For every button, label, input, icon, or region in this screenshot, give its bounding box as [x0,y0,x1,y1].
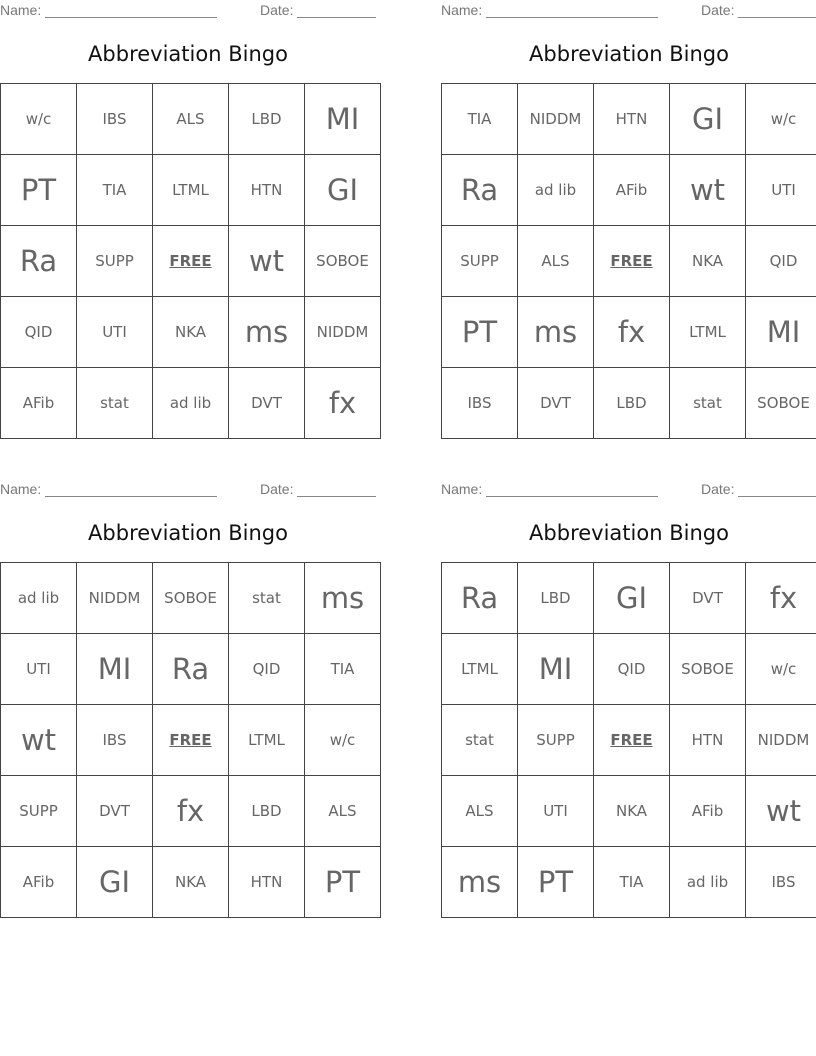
grid-row [442,563,816,634]
bingo-cell: PT [305,847,381,918]
bingo-cell: stat [77,368,153,439]
bingo-cell: IBS [77,705,153,776]
bingo-cell: UTI [518,776,594,847]
date-label: Date: [701,2,735,18]
bingo-cell: stat [229,563,305,634]
bingo-cell: wt [1,705,77,776]
bingo-cell: ad lib [670,847,746,918]
bingo-grid [0,562,381,918]
name-label: Name: [0,2,42,18]
bingo-cell: IBS [442,368,518,439]
bingo-cell: MI [518,634,594,705]
bingo-cell: NIDDM [746,705,816,776]
bingo-grid [441,562,816,918]
bingo-cell: NIDDM [518,84,594,155]
bingo-cell: LTML [442,634,518,705]
bingo-cell: TIA [77,155,153,226]
grid-row [442,84,816,155]
bingo-cell: ALS [305,776,381,847]
date-blank-line [738,17,816,18]
bingo-cell: UTI [77,297,153,368]
bingo-grid [0,83,381,439]
bingo-cell: UTI [746,155,816,226]
bingo-cell: TIA [305,634,381,705]
grid-row [1,368,381,439]
grid-row [1,297,381,368]
bingo-cell: ALS [442,776,518,847]
bingo-cell: SUPP [442,226,518,297]
date-label: Date: [260,2,294,18]
bingo-cell: GI [670,84,746,155]
bingo-cell: Ra [1,226,77,297]
bingo-cell: wt [229,226,305,297]
card-title: Abbreviation Bingo [88,521,288,545]
bingo-cell: GI [305,155,381,226]
free-space-cell: FREE [594,705,670,776]
name-date-row [441,1,816,21]
bingo-cell: LTML [670,297,746,368]
grid-row [1,634,381,705]
bingo-cell: LBD [229,776,305,847]
date-label: Date: [260,481,294,497]
grid-row [442,297,816,368]
grid-row [1,84,381,155]
card-title: Abbreviation Bingo [529,521,729,545]
bingo-cell: IBS [77,84,153,155]
bingo-card-2 [441,0,816,430]
grid-row [1,155,381,226]
bingo-cell: TIA [442,84,518,155]
bingo-cell: stat [670,368,746,439]
bingo-cell: wt [670,155,746,226]
free-space-cell: FREE [594,226,670,297]
bingo-cell: AFib [1,847,77,918]
bingo-cell: w/c [746,84,816,155]
bingo-cell: LBD [594,368,670,439]
bingo-cell: SOBOE [153,563,229,634]
bingo-cell: QID [746,226,816,297]
free-space-cell: FREE [153,705,229,776]
bingo-cell: MI [746,297,816,368]
bingo-cell: DVT [77,776,153,847]
date-label: Date: [701,481,735,497]
bingo-cell: SUPP [77,226,153,297]
name-blank-line [45,496,217,497]
grid-row [442,776,816,847]
grid-row [442,634,816,705]
bingo-cell: PT [518,847,594,918]
bingo-cell: IBS [746,847,816,918]
grid-row [442,847,816,918]
bingo-card-4 [441,479,816,909]
bingo-cell: HTN [229,847,305,918]
bingo-cell: w/c [305,705,381,776]
bingo-cell: ms [442,847,518,918]
bingo-cell: NKA [153,847,229,918]
bingo-cell: fx [746,563,816,634]
name-label: Name: [0,481,42,497]
free-space-cell: FREE [153,226,229,297]
bingo-cell: MI [77,634,153,705]
grid-row [1,705,381,776]
bingo-cell: QID [229,634,305,705]
bingo-card-3 [0,479,376,909]
bingo-cell: LTML [153,155,229,226]
bingo-cell: ALS [518,226,594,297]
bingo-cell: NIDDM [305,297,381,368]
bingo-cell: NIDDM [77,563,153,634]
bingo-cell: NKA [594,776,670,847]
bingo-cell: Ra [442,563,518,634]
bingo-cell: ms [305,563,381,634]
bingo-cell: QID [594,634,670,705]
bingo-card-1 [0,0,376,430]
bingo-cell: SUPP [518,705,594,776]
bingo-cell: AFib [670,776,746,847]
bingo-cell: fx [153,776,229,847]
date-blank-line [297,17,376,18]
name-blank-line [486,496,658,497]
grid-row [442,705,816,776]
bingo-cell: QID [1,297,77,368]
bingo-cell: NKA [670,226,746,297]
bingo-cell: HTN [229,155,305,226]
bingo-cell: fx [305,368,381,439]
grid-row [1,563,381,634]
bingo-cell: ALS [153,84,229,155]
card-title: Abbreviation Bingo [88,42,288,66]
bingo-cell: SOBOE [670,634,746,705]
bingo-cell: SOBOE [305,226,381,297]
bingo-cell: PT [442,297,518,368]
bingo-cell: MI [305,84,381,155]
bingo-cell: SOBOE [746,368,816,439]
name-label: Name: [441,2,483,18]
name-date-row [0,480,376,500]
grid-row [442,368,816,439]
name-blank-line [45,17,217,18]
grid-row [442,226,816,297]
bingo-cell: NKA [153,297,229,368]
bingo-cell: AFib [1,368,77,439]
bingo-cell: HTN [670,705,746,776]
bingo-cell: DVT [670,563,746,634]
bingo-cell: ms [229,297,305,368]
date-blank-line [738,496,816,497]
bingo-cell: GI [77,847,153,918]
bingo-cell: ad lib [518,155,594,226]
name-date-row [0,1,376,21]
date-blank-line [297,496,376,497]
bingo-cell: SUPP [1,776,77,847]
bingo-cell: TIA [594,847,670,918]
bingo-cell: PT [1,155,77,226]
bingo-cell: wt [746,776,816,847]
bingo-cell: ms [518,297,594,368]
bingo-cell: LBD [518,563,594,634]
bingo-cell: Ra [442,155,518,226]
name-date-row [441,480,816,500]
bingo-cell: stat [442,705,518,776]
bingo-cell: w/c [1,84,77,155]
bingo-cell: Ra [153,634,229,705]
bingo-grid [441,83,816,439]
card-title: Abbreviation Bingo [529,42,729,66]
bingo-cell: DVT [229,368,305,439]
bingo-cell: AFib [594,155,670,226]
bingo-cell: LBD [229,84,305,155]
grid-row [1,776,381,847]
bingo-cell: LTML [229,705,305,776]
bingo-cell: fx [594,297,670,368]
bingo-cell: w/c [746,634,816,705]
name-label: Name: [441,481,483,497]
name-blank-line [486,17,658,18]
bingo-cell: GI [594,563,670,634]
bingo-cell: DVT [518,368,594,439]
grid-row [442,155,816,226]
grid-row [1,847,381,918]
bingo-cell: UTI [1,634,77,705]
bingo-cell: ad lib [153,368,229,439]
bingo-cell: ad lib [1,563,77,634]
grid-row [1,226,381,297]
bingo-cell: HTN [594,84,670,155]
